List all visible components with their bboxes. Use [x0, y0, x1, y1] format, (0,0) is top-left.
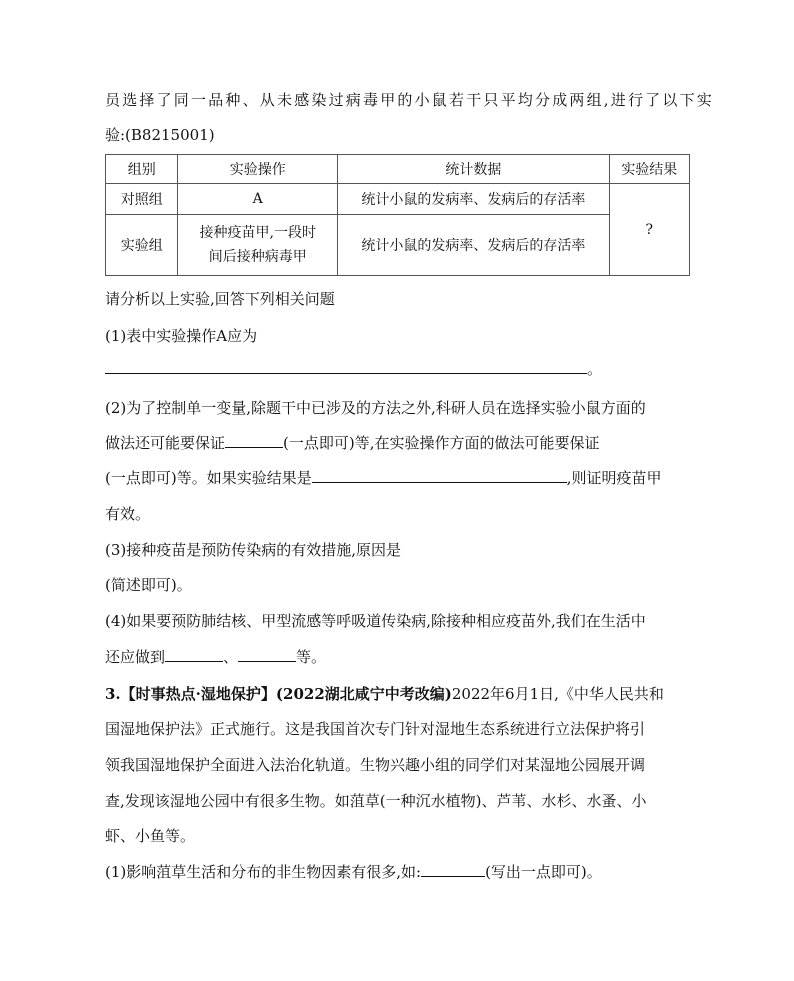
q4-l2a: 还应做到: [105, 648, 166, 666]
q2-l2a: 做法还可能要保证: [105, 434, 226, 452]
q1-blank[interactable]: [105, 358, 587, 374]
experiment-operation: [178, 215, 338, 276]
p3-line-5: 虾、小鱼等。: [105, 827, 196, 845]
p3-line-1-rest: 2022年6月1日,《中华人民共和: [451, 685, 664, 703]
p3-q1a: (1)影响菹草生活和分布的非生物因素有很多,如:: [105, 863, 422, 881]
p3-q1-blank[interactable]: [421, 861, 485, 877]
p3-line-3: 领我国湿地保护全面进入法治化轨道。生物兴趣小组的同学们对某湿地公园展开调: [105, 756, 646, 774]
result-cell: ?: [609, 184, 689, 276]
q2-l3b: ,则证明疫苗甲: [566, 469, 662, 487]
experiment-data: 统计小鼠的发病率、发病后的存活率: [338, 215, 610, 276]
p3-number: 3.: [105, 685, 121, 703]
q2-line-3: [105, 467, 662, 489]
q2-l2b: (一点即可)等,在实验操作方面的做法可能要保证: [283, 434, 600, 452]
q2-blank-2[interactable]: [312, 467, 567, 483]
q2-line-1: (2)为了控制单一变量,除题干中已涉及的方法之外,科研人员在选择实验小鼠方面的: [105, 399, 646, 417]
header-data: 统计数据: [338, 155, 610, 184]
q1-answer-line: [105, 358, 602, 380]
q4-blank-2[interactable]: [238, 646, 296, 662]
q2-line-4: 有效。: [105, 505, 151, 523]
intro-line-2: 验:(B8215001): [105, 126, 215, 144]
p3-line-4: 查,发现该湿地公园中有很多生物。如菹草(一种沉水植物)、芦苇、水杉、水蚤、小: [105, 792, 647, 810]
q3-line-1: (3)接种疫苗是预防传染病的有效措施,原因是: [105, 541, 402, 559]
control-data: 统计小鼠的发病率、发病后的存活率: [338, 184, 610, 215]
q4-l2c: 等。: [296, 648, 327, 666]
q3-line-2: (简述即可)。: [105, 576, 192, 594]
experiment-group-label: 实验组: [106, 215, 178, 276]
intro-line-1: 员选择了同一品种、从未感染过病毒甲的小鼠若干只平均分成两组,进行了以下实: [105, 91, 714, 109]
header-group: 组别: [106, 155, 178, 184]
q1-text: (1)表中实验操作A应为: [105, 327, 258, 345]
q2-line-2: [105, 432, 600, 454]
experiment-operation-line-2: 间后接种病毒甲: [208, 249, 307, 265]
q4-blank-1[interactable]: [165, 646, 223, 662]
header-result: 实验结果: [609, 155, 689, 184]
p3-line-1: [105, 683, 664, 705]
p3-q1b: (写出一点即可)。: [485, 863, 602, 881]
q4-l2b: 、: [223, 648, 239, 666]
q2-l3a: (一点即可)等。如果实验结果是: [105, 469, 312, 487]
q1-end: 。: [587, 360, 603, 378]
experiment-operation-line-1: 接种疫苗甲,一段时: [199, 225, 316, 241]
q2-blank-1[interactable]: [225, 432, 283, 448]
p3-source: (2022湖北咸宁中考改编): [275, 685, 452, 703]
control-operation: A: [178, 184, 338, 215]
question-intro: 请分析以上实验,回答下列相关问题: [105, 290, 335, 308]
q4-line-2: [105, 646, 326, 668]
experiment-table: [105, 154, 690, 276]
control-group-label: 对照组: [106, 184, 178, 215]
header-operation: 实验操作: [178, 155, 338, 184]
p3-q1-line: [105, 861, 602, 883]
q4-line-1: (4)如果要预防肺结核、甲型流感等呼吸道传染病,除接种相应疫苗外,我们在生活中: [105, 612, 646, 630]
p3-line-2: 国湿地保护法》正式施行。这是我国首次专门针对湿地生态系统进行立法保护将引: [105, 720, 646, 738]
p3-tag: 【时事热点·湿地保护】: [120, 685, 276, 703]
